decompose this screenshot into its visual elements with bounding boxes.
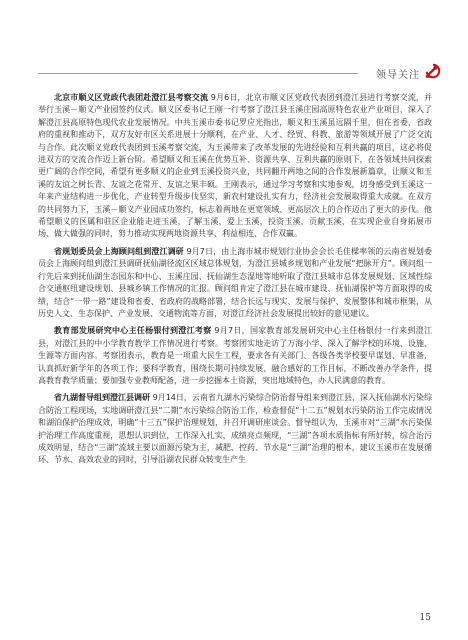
header-rule (38, 73, 358, 74)
article-headline: 省九湖督导组到澄江县调研 (54, 393, 151, 403)
article-paragraph (38, 392, 432, 466)
article-paragraph (38, 246, 432, 320)
article-body: 9月7日，国家教育部发展研究中心主任杨银付一行来到澄江县，对澄江县的中小学教育教学工作情况进行考察。考察团实地走访了万海小学、深入了解学校的环境、设施、生源等方面内容。考察团表示，教育是一项重大民生工程，要求各有关部门、各级各类学校要早谋划、早准备，认真抓好新学年的各项工作；要科学教育，围绕长期可持续发展、融合感好的工作目标，不断改善办学条件，提高教育教学质量；要加强专业教师配备，进一步挖掘本土资源，突出地域特色，办人民满意的教育。 (38, 326, 433, 385)
section-header (38, 64, 442, 82)
article-body: 9月7日，由上海市城市规划行业协会会长毛佳樑率领的云南省规划委员会上海顾问组到澄江县调研抚仙湖径流区区域总体规划，为澄江县城乡规划和产业发展“把脉开方”。顾问组一行先后来到抚仙湖生态园东和中心、玉溪庄园、抚仙湖生态湿地等地听取了澄江县城市总体发展规划、区域性综合交通枢纽建设规划、县城乡镇工作情况的汇报。顾问组肯定了澄江县在城市建设、抚仙湖保护等方面取得的成绩，结合“一带一路”建设和省委、省政府的战略部署，结合长远与现实、发展与保护、发展整体和城市框架，从历史人文、生态保护、产业发展、交通物流等方面，对澄江经济社会发展提出较好的意见建议。 (38, 246, 432, 318)
article-headline: 北京市顺义区党政代表团赴澄江县考察交流 (54, 93, 209, 102)
article-paragraph (38, 92, 432, 241)
section-title: 领导关注 (376, 70, 420, 81)
article-headline: 省规划委员会上海顾问组到澄江调研 (54, 246, 184, 256)
article-headline: 教育部发展研究中心主任杨银付到澄江考察 (54, 326, 212, 336)
article-list (38, 92, 432, 472)
article-paragraph (38, 325, 432, 387)
party-emblem-icon (424, 62, 442, 80)
page-number: 15 (419, 613, 431, 623)
article-body: 9月14日，云南省九湖水污染综合防治督导组来到澄江县，深入抚仙湖水污染综合防治工程现场，实地调研澄江县“二期”水污染综合防治工作，检查督促“十二五”规划水污染防治工作完成情况和湖泊保护治理成效，明确“十三五”保护治理规划，并召开调研座谈会。督导组认为，玉溪市对“三湖”水污染保护治理工作高度重视，思想认识到位，工作深入扎实，成绩亮点频现，“三湖”各项水质指标有所好转，综合治污成效明显，结合“三湖”流域主要以面源污染为主，减肥、控药、节水是“三湖”治理的根本，建议玉溪市在发展循环、节水、高效农业的同时，引导沿湖农民群众转变生产生 (38, 393, 432, 465)
article-body: 9月6日，北京市顺义区党政代表团到澄江县进行考察交流，并举行玉溪－顺义产业园签约仪式。顺义区委书记王刚一行考察了澄江县玉溪庄园高原特色农业产业项目，深入了解澄江县高原特色现代农业发展情况。中共玉溪市委书记罗应光指出，顺义和玉溪虽远隔千里，但在省委、省政府的重视和推动下，双方友好市区关系进展十分顺利，在产业、人才、经贸、科教、旅游等领域开展了广泛交流与合作。此次顺义党政代表团到玉溪考察交流，为玉溪带来了改革发展的先进经验和互利共赢的项目，这必将促进双方的交流合作迈上新台阶。希望顺义和玉溪在优势互补、资源共享、互利共赢的原则下，在各领域共同探索更广阔的合作空间，希望有更多顺义的企业到玉溪投资兴业，共同翻开两地之间的合作发展新篇章，让顺义和玉溪的友谊之树长青、友谊之花常开、友谊之果丰硕。王刚表示，通过学习考察和实地参观，切身感受到玉溪这一年来产业结构进一步优化，产业转型升级步伐坚实，新农村建设扎实有力，经济社会发展取得重大成就。在双方的共同努力下，玉溪－顺义产业园成功签约，标志着两地在更宽领域、更高层次上的合作迈出了更大的步伐。他希望顺义的区属和驻区企业能走进玉溪，了解玉溪，爱上玉溪，投资玉溪，贡献玉溪，在实现企业自身拓展市场、做大做强的同时，努力推动实现两地资源共享、利益相连、合作双赢。 (38, 93, 432, 239)
